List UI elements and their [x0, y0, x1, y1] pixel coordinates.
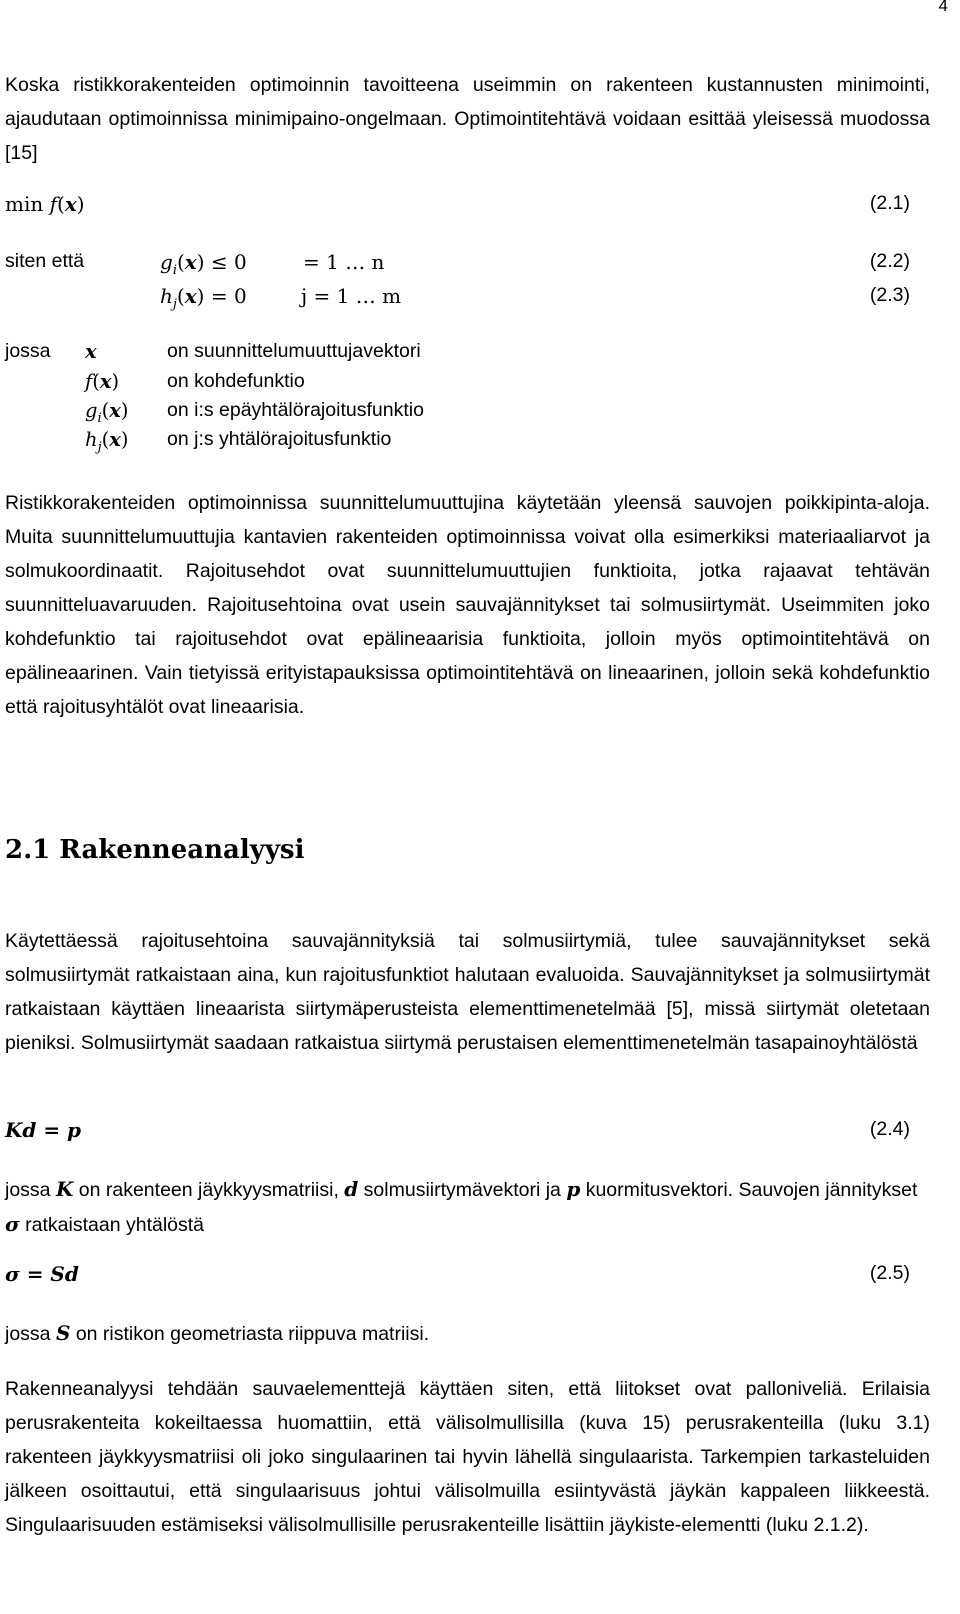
- def-text-x: on suunnittelumuuttujavektori: [167, 340, 421, 362]
- where-label: jossa: [5, 340, 51, 362]
- eq-2-4-expression: Kd = p: [5, 1118, 82, 1142]
- equation-2-5: [5, 1262, 910, 1292]
- geometry-matrix-paragraph: jossa S on ristikon geometriasta riippuva matriisi.: [5, 1321, 430, 1345]
- eq-2-1-number: (2.1): [869, 192, 910, 214]
- def-symbol-f: f(x): [85, 370, 120, 393]
- eq-2-3-expression: $h_j(x) = 0$: [160, 284, 247, 312]
- eq-2-5-number: (2.5): [869, 1262, 910, 1284]
- def-text-g: on i:s epäyhtälörajoitusfunktio: [167, 399, 424, 421]
- section-heading: 2.1 Rakenneanalyysi: [5, 835, 305, 865]
- page-number: 4: [938, 0, 948, 15]
- eq-2-3-range: j = 1 … m: [301, 284, 402, 308]
- def-text-h: on j:s yhtälörajoitusfunktio: [167, 428, 392, 450]
- def-symbol-x: x: [85, 340, 97, 363]
- eq-2-4-number: (2.4): [869, 1118, 910, 1140]
- def-text-f: on kohdefunktio: [167, 370, 305, 392]
- structural-analysis-paragraph: Käytettäessä rajoitusehtoina sauvajännityksiä tai solmusiirtymiä, tulee sauvajännitykset sekä solmusiirtymät ratkaistaan aina, kun rajoitusfunktiot halutaan evaluoida. Sauvajännitykset ja solmusiirtymät ratkaistaan käyttäen lineaarista siirtymäperusteista elementtimenetelmää [5], missä siirtymät oletetaan pieniksi. Solmusiirtymät saadaan ratkaistua siirtymä perustaisen elementtimenetelmän tasapainoyhtälöstä: [5, 930, 930, 1054]
- equation-2-4: [5, 1118, 910, 1148]
- equation-2-1: [5, 192, 910, 222]
- eq-2-3-number: (2.3): [869, 284, 910, 306]
- stiffness-paragraph: jossa K on rakenteen jäykkyysmatriisi, d solmusiirtymävektori ja p kuormitusvektori. Sauvojen jännitykset σ ratkaistaan yhtälöstä: [5, 1177, 918, 1236]
- intro-paragraph: Koska ristikkorakenteiden optimoinnin tavoitteena useimmin on rakenteen kustannusten minimointi, ajaudutaan optimoinnissa minimipaino-ongelmaan. Optimointitehtävä voidaan esittää yleisessä muodossa [15]: [5, 74, 930, 164]
- eq-2-1-expression: min f(x): [5, 192, 85, 216]
- def-symbol-h: $h_j(x)$: [85, 428, 129, 455]
- eq-2-2-number: (2.2): [869, 250, 910, 272]
- eq-2-2-range: = 1 … n: [303, 250, 385, 274]
- eq-2-5-expression: σ = Sd: [5, 1262, 79, 1286]
- def-symbol-g: $g_i(x)$: [85, 399, 129, 426]
- equation-2-2: [5, 250, 910, 280]
- constraint-label: siten että: [5, 250, 85, 272]
- singularity-paragraph: Rakenneanalyysi tehdään sauvaelementtejä käyttäen siten, että liitokset ovat palloniveliä. Erilaisia perusrakenteita kokeiltaessa huomattiin, että välisolmullisilla (kuva 15) perusrakenteilla (luku 3.1) rakenteen jäykkyysmatriisi oli joko singulaarinen tai hyvin lähellä singulaarista. Tarkempien tarkasteluiden jälkeen osoittautui, että singulaarisuus johtui välisolmuilla esiintyvästä jäykän kappaleen liikkeestä. Singulaarisuuden estämiseksi välisolmullisille perusrakenteille lisättiin jäykiste-elementti (luku 2.1.2).: [5, 1378, 930, 1536]
- eq-2-2-expression: $g_i(x) \le 0$: [160, 250, 247, 278]
- equation-2-3: [5, 284, 910, 314]
- design-variables-paragraph: Ristikkorakenteiden optimoinnissa suunnittelumuuttujina käytetään yleensä sauvojen poikkipinta-aloja. Muita suunnittelumuuttujia kantavien rakenteiden optimoinnissa voivat olla esimerkiksi materiaaliarvot ja solmukoordinaatit. Rajoitusehdot ovat suunnittelumuuttujien funktioita, jotka rajaavat tehtävän suunnitteluavaruuden. Rajoitusehtoina ovat usein sauvajännitykset tai solmusiirtymät. Useimmiten joko kohdefunktio tai rajoitusehdot ovat epälineaarisia funktioita, jolloin myös optimointitehtävä on epälineaarinen. Vain tietyissä erityistapauksissa optimointitehtävä on lineaarinen, jolloin sekä kohdefunktio että rajoitusyhtälöt ovat lineaarisia.: [5, 492, 930, 718]
